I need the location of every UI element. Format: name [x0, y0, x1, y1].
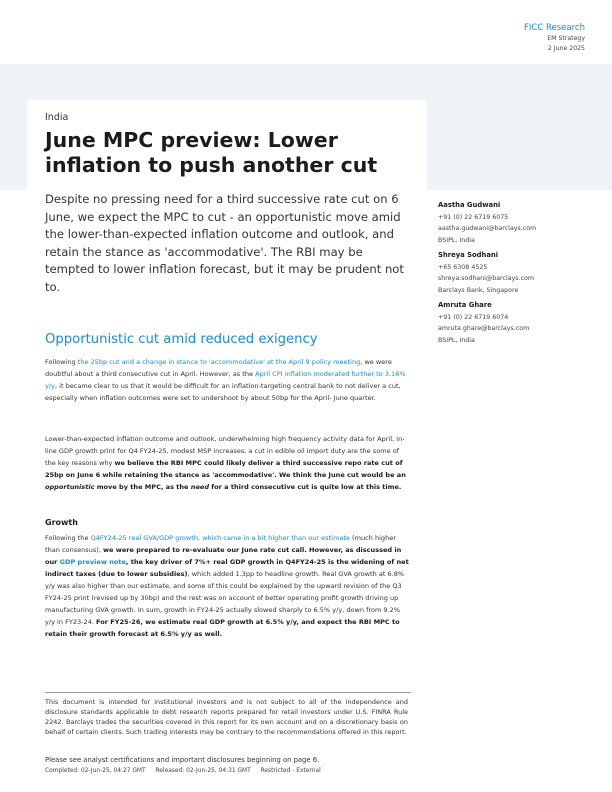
text-run: , which added 1.3pp to headline growth. Real GVA growth at 6.8% y/y was also higher than our estimate, and some of this could be explained by the upward revision of the Q3 FY24-25 print (revised up by 30bp) and the rest was on account of better operating profit growth driving up manufacturing GVA growth. In sum, growth in FY24-25 actually slowed sharply to 6.5% y/y, down from 9.2% y/y in FY23-24. — [45, 570, 405, 626]
bold-italic-run: need — [190, 483, 210, 491]
completed-timestamp: Completed: 02-Jun-25, 04:27 GMT — [45, 768, 146, 774]
author-entity: BSIPL, India — [438, 336, 475, 344]
text-run: Following — [45, 358, 78, 366]
text-run: , it became clear to us that it would be difficult for an inflation-targeting central bank to not deliver a cut, especially when inflation outcomes were set to undershoot by about 50bp for the April- June quarter. — [45, 382, 401, 402]
text-run: (much higher than consensus), — [45, 534, 396, 554]
report-header — [524, 22, 585, 54]
authors-list — [438, 200, 608, 350]
text-run: Following the — [45, 534, 91, 542]
author-email[interactable]: aastha.gudwani@barclays.com — [438, 225, 537, 232]
report-date: 2 June 2025 — [547, 45, 585, 52]
disclaimer-text: This document is intended for institutional investors and is not subject to all of the independence and disclosure standards applicable to debt research reports prepared for retail investors under U.S. FINRA Rule 2242. Barclays trades the securities covered in this report for its own account and on a discretionary basis on behalf of certain clients. Such trading interests may be contrary to the recommendations offered in this report. — [45, 698, 408, 736]
bold-run: move by the MPC, as the — [94, 483, 191, 491]
text-run: , we were doubtful about a third consecutive cut in April. However, as the — [45, 358, 392, 378]
author-phone: +65 6308 4525 — [438, 263, 488, 271]
section-heading: Opportunistic cut amid reduced exigency — [45, 332, 318, 347]
publication-metadata — [45, 768, 329, 774]
author-name: Aastha Gudwani — [438, 201, 501, 209]
april-policy-link[interactable]: the 25bp cut and a change in stance to 'accommodative' at the April 9 policy meeting — [77, 358, 361, 366]
certifications-note: Please see analyst certifications and important disclosures beginning on page 6. — [45, 756, 320, 764]
author-entity: Barclays Bank, Singapore — [438, 286, 519, 294]
bold-italic-run: opportunistic — [45, 483, 95, 491]
summary-lede: Despite no pressing need for a third successive rate cut on 6 June, we expect the MPC to cut - an opportunistic move amid the lower-than-expected inflation outcome and outlook, and retain the stance as 'accommodative'. The RBI may be tempted to lower inflation forecast, but it may be prudent not to. — [45, 192, 404, 294]
author-name: Amruta Ghare — [438, 301, 492, 309]
author-email[interactable]: shreya.sodhani@barclays.com — [438, 275, 535, 282]
region-label: India — [45, 112, 69, 123]
bold-run: we were prepared to re-evaluate our June rate cut call. However, as discussed in our — [45, 546, 402, 566]
paragraph-growth — [45, 532, 411, 640]
growth-heading: Growth — [45, 518, 78, 527]
department-label: FICC Research — [524, 23, 585, 33]
author-card — [438, 250, 608, 296]
bold-run: , the key driver of 7%+ real GDP growth in Q4FY24-25 is the widening of net indirect taxes (due to lower subsidies) — [45, 558, 409, 578]
classification-label: Restricted - External — [260, 768, 321, 774]
text-run: Lower-than-expected inflation outcome and outlook, underwhelming high frequency activity data for April, in-line GDP growth print for Q4 FY24-25, modest MSP increases, a cut in edible oil import duty are the some of the key reasons why — [45, 435, 405, 467]
author-entity: BSIPL, India — [438, 236, 475, 244]
bold-run: for a third consecutive cut is quite low at this time. — [209, 483, 402, 491]
bold-run: we believe the RBI MPC could likely deliver a third successive repo rate cut of 25bp on June 6 while retaining the stance as 'accommodative'. We think the June cut would be an — [45, 459, 406, 479]
strategy-label: EM Strategy — [547, 35, 585, 42]
april-cpi-link[interactable]: April CPI inflation moderated further to 3.16% y/y — [45, 370, 406, 390]
released-timestamp: Released: 02-Jun-25, 04:31 GMT — [155, 768, 251, 774]
footer-divider — [45, 692, 411, 693]
author-card — [438, 200, 608, 246]
paragraph-opportunistic-cut — [45, 356, 411, 404]
author-phone: +91 (0) 22 6719 6074 — [438, 313, 509, 321]
author-name: Shreya Sodhani — [438, 251, 499, 259]
paragraph-key-reasons — [45, 433, 411, 493]
page-title: June MPC preview: Lower inflation to push another cut — [45, 128, 378, 177]
gdp-preview-link[interactable]: GDP preview note — [59, 558, 126, 566]
author-email[interactable]: amruta.ghare@barclays.com — [438, 325, 530, 332]
bold-run: For FY25-26, we estimate real GDP growth at 6.5% y/y, and expect the RBI MPC to retain their growth forecast at 6.5% y/y as well. — [45, 618, 400, 638]
author-card — [438, 300, 608, 346]
author-phone: +91 (0) 22 6719 6075 — [438, 213, 509, 221]
gdp-growth-link[interactable]: Q4FY24-25 real GVA/GDP growth, which came in a bit higher than our estimate — [90, 534, 350, 542]
